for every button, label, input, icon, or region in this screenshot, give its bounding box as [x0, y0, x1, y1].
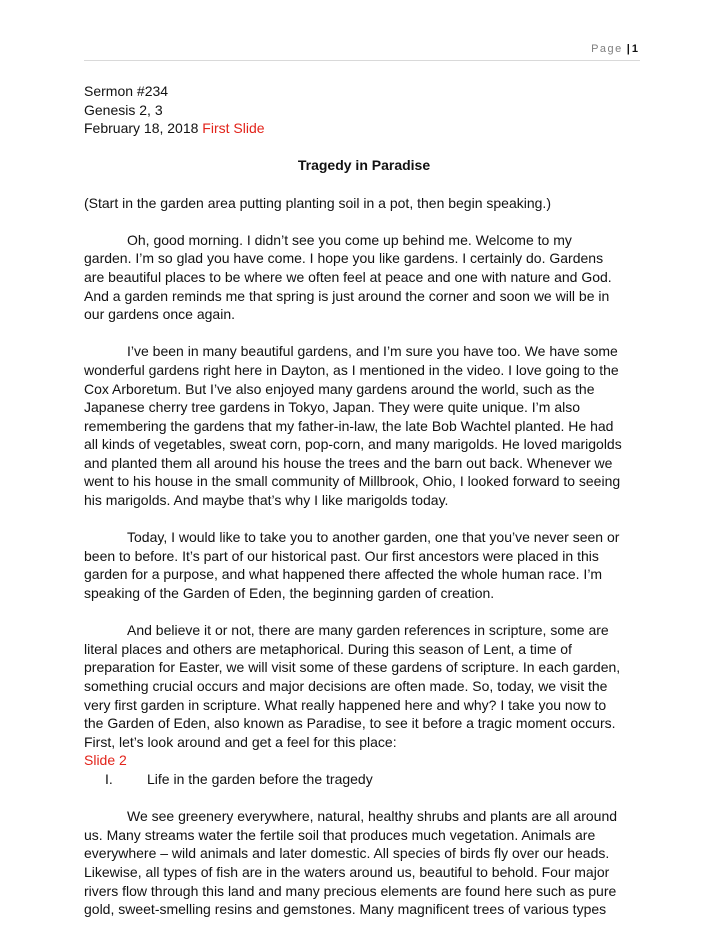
date-line: [84, 119, 644, 138]
section-heading: [84, 770, 644, 789]
page-header: [591, 43, 638, 55]
sermon-number: Sermon #234: [84, 83, 169, 99]
paragraph-line: rivers flow through this land and many precious elements are found here such as pure: [84, 882, 617, 899]
section-title: Life in the garden before the tragedy: [147, 770, 373, 787]
paragraph-line: and planted them all around his house the trees and the barn out back. Whenever we: [84, 454, 613, 471]
paragraph-line: garden. I’m so glad you have come. I hope you like gardens. I certainly do. Gardens: [84, 250, 604, 267]
paragraph-line: preparation for Easter, we will visit some of these gardens of scripture. In each garden,: [84, 659, 621, 676]
paragraph-line: remembering the gardens that my father-in-law, the late Bob Wachtel planted. He had: [84, 417, 614, 434]
paragraph-line: We see greenery everywhere, natural, healthy shrubs and plants are all around: [127, 808, 618, 825]
paragraph-line: been to before. It’s part of our historical past. Our first ancestors were placed in this: [84, 547, 599, 564]
page-label: Page: [591, 43, 623, 55]
paragraph-line: are beautiful places to be where we often feel at peace and one with nature and God.: [84, 268, 612, 285]
paragraph-line: went to his house in the small community of Millbrook, Ohio, I looked forward to seeing: [84, 473, 621, 490]
page-number: 1: [631, 43, 638, 55]
paragraph-line: Today, I would like to take you to another garden, one that you’ve never seen or: [127, 529, 620, 546]
paragraph-line: the Garden of Eden, also known as Paradise, to see it before a tragic moment occurs.: [84, 715, 616, 732]
paragraph-line: very first garden in scripture. What really happened here and why? I take you now to: [84, 696, 607, 713]
paragraph: [84, 342, 644, 509]
paragraph-line: Likewise, all types of fish are in the waters around us, beautiful to behold. Four major: [84, 863, 610, 880]
sermon-date: February 18, 2018: [84, 120, 199, 137]
paragraph: [84, 231, 644, 752]
paragraph-line: something crucial occurs and major decisions are often made. So, today, we visit the: [84, 678, 608, 694]
section-numeral: I.: [105, 770, 113, 787]
paragraph-line: wonderful gardens right here in Dayton, as I mentioned in the video. I love going to the: [84, 361, 619, 378]
paragraph-line: speaking of the Garden of Eden, the beginning garden of creation.: [84, 585, 495, 602]
paragraph-line: literal places and others are metaphorical. During this season of Lent, a time of: [84, 640, 572, 657]
final-paragraph: [84, 807, 644, 919]
paragraph-line: Cox Arboretum. But I’ve also enjoyed many gardens around the world, such as the: [84, 380, 595, 397]
paragraph-line: all kinds of vegetables, sweat corn, pop-corn, and many marigolds. He loved marigolds: [84, 436, 622, 453]
first-slide-note: First Slide: [202, 120, 265, 137]
paragraph-line: our gardens once again.: [84, 306, 235, 323]
paragraph: [84, 621, 644, 751]
slide-2-label: Slide 2: [84, 752, 127, 769]
page-separator: |: [626, 43, 630, 55]
paragraph: [84, 231, 644, 324]
paragraph-line: everywhere – wild animals and later domestic. All species of birds fly over our heads.: [84, 845, 610, 862]
sermon-title: Tragedy in Paradise: [297, 157, 431, 174]
paragraph-line: Japanese cherry tree gardens in Tokyo, Japan. They were quite unique. I’m also: [84, 399, 580, 416]
header-rule: [84, 60, 640, 61]
paragraph-line: And a garden reminds me that spring is just around the corner and soon we will be in: [84, 287, 610, 304]
stage-direction: (Start in the garden area putting planting soil in a pot, then begin speaking.): [84, 194, 551, 211]
paragraph-line: garden for a purpose, and what happened there affected the whole human race. I’m: [84, 566, 603, 583]
paragraph: [84, 528, 644, 602]
paragraph-line: his marigolds. And maybe that’s why I like marigolds today.: [84, 492, 449, 509]
paragraph-line: I’ve been in many beautiful gardens, and I’m sure you have too. We have some: [127, 343, 618, 360]
paragraph-line: And believe it or not, there are many garden references in scripture, some are: [127, 622, 609, 639]
paragraph-line: Oh, good morning. I didn’t see you come up behind me. Welcome to my: [127, 231, 572, 248]
scripture-reference: Genesis 2, 3: [84, 101, 163, 118]
paragraph-line: us. Many streams water the fertile soil that produces much vegetation. Animals are: [84, 826, 596, 843]
paragraph-line: gold, sweet-smelling resins and gemstones. Many magnificent trees of various types: [84, 901, 607, 918]
paragraph-line: First, let’s look around and get a feel for this place:: [84, 733, 397, 750]
document-body: [84, 82, 644, 919]
